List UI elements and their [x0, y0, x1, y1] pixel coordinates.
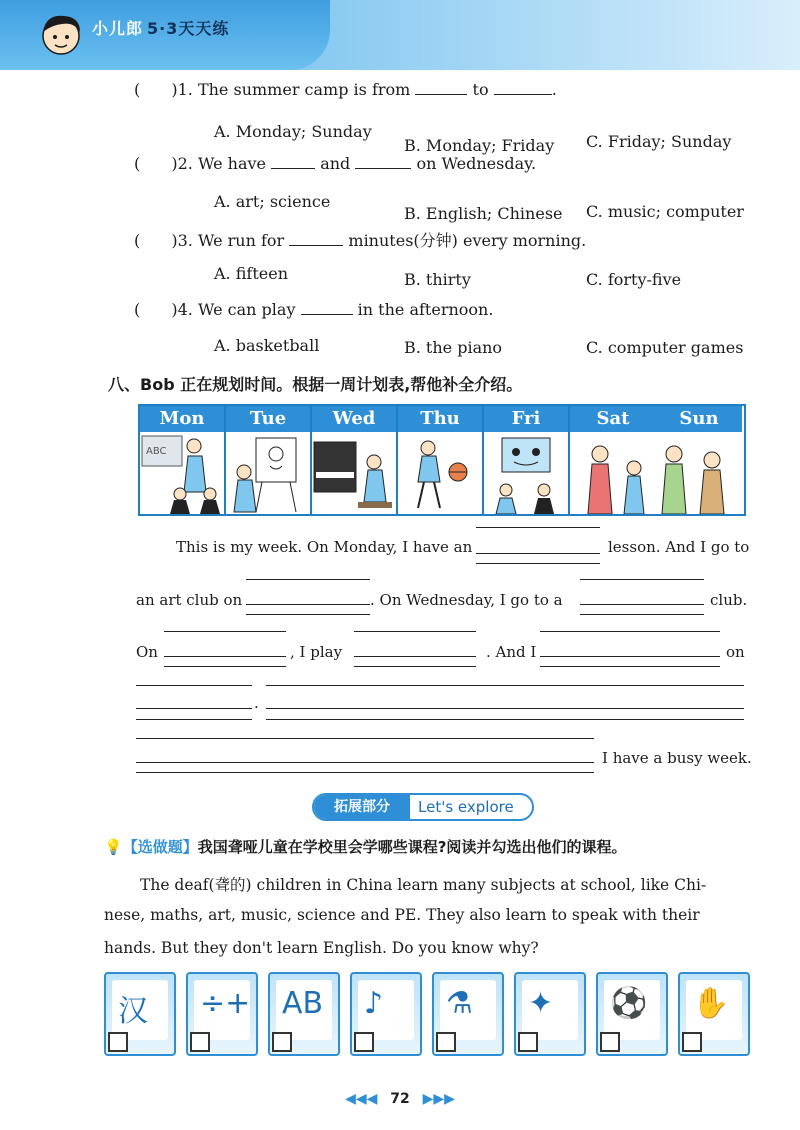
answer-line[interactable]: [540, 631, 720, 632]
english-lesson-illustration: [140, 432, 224, 514]
answer-line[interactable]: [164, 666, 286, 667]
answer-line[interactable]: [354, 666, 476, 667]
para-line-1-end: lesson. And I go to: [608, 538, 750, 556]
para-line-2-end: club.: [710, 591, 748, 609]
paint-palette-icon: ✦: [528, 986, 554, 1021]
prev-arrows-icon: ◀◀◀: [345, 1091, 378, 1107]
answer-line[interactable]: [476, 563, 600, 564]
option-b: B. English; Chinese: [404, 204, 563, 223]
para-line-3-and: . And I: [486, 643, 537, 661]
subject-tile-english: [268, 972, 340, 1056]
checkbox[interactable]: [190, 1032, 210, 1052]
basketball-illustration: [398, 432, 482, 514]
option-b: B. thirty: [404, 270, 471, 289]
para-line-3-end: on: [726, 643, 745, 661]
answer-line[interactable]: [354, 631, 476, 632]
day-header-sat: Sat: [570, 406, 656, 432]
answer-line[interactable]: [136, 772, 594, 773]
option-b: B. Monday; Friday: [404, 136, 555, 155]
answer-blank[interactable]: [289, 231, 343, 246]
weekly-plan-table: [138, 404, 746, 516]
para-line-2-mid: . On Wednesday, I go to a: [370, 591, 563, 609]
next-arrows-icon: ▶▶▶: [422, 1091, 455, 1107]
checkbox[interactable]: [108, 1032, 128, 1052]
explore-label-en: Let's explore: [418, 798, 514, 816]
para-line-3-on: On: [136, 643, 158, 661]
day-header-tue: Tue: [226, 406, 310, 432]
computer-games-illustration: [484, 432, 568, 514]
checkbox[interactable]: [518, 1032, 538, 1052]
lightbulb-icon: 💡: [104, 838, 123, 856]
page-footer: [0, 1091, 800, 1107]
option-c: C. computer games: [586, 338, 744, 357]
subject-tile-art: [514, 972, 586, 1056]
option-a: A. fifteen: [214, 264, 288, 283]
para-line-1-start: This is my week. On Monday, I have an: [176, 538, 473, 556]
answer-line[interactable]: [266, 719, 744, 720]
abc-letters-icon: AB: [282, 986, 324, 1021]
math-symbols-icon: ÷+: [200, 986, 251, 1021]
answer-line[interactable]: [580, 579, 704, 580]
day-header-thu: Thu: [398, 406, 482, 432]
subject-tile-pe: [596, 972, 668, 1056]
answer-line[interactable]: [246, 614, 370, 615]
optional-exercise-title: 💡【选做题】我国聋哑儿童在学校里会学哪些课程?阅读并勾选出他们的课程。: [104, 838, 627, 856]
reading-para-3: hands. But they don't learn English. Do you know why?: [104, 939, 539, 957]
chinese-character-icon: 汉: [118, 994, 148, 1029]
para-line-2-start: an art club on: [136, 591, 243, 609]
answer-blank[interactable]: [301, 300, 353, 315]
svg-text:ABC: ABC: [146, 446, 167, 457]
day-header-wed: Wed: [312, 406, 396, 432]
music-club-illustration: [312, 432, 396, 514]
reading-para-2: nese, maths, art, music, science and PE. They also learn to speak with their: [104, 906, 700, 924]
subject-tile-maths: [186, 972, 258, 1056]
day-header-sun: Sun: [656, 406, 742, 432]
answer-line[interactable]: [266, 708, 744, 709]
answer-line[interactable]: [540, 656, 720, 657]
answer-line[interactable]: [476, 527, 600, 528]
question-4: ( )4. We can play in the afternoon.: [134, 300, 494, 319]
answer-line[interactable]: [354, 656, 476, 657]
family-weekend-illustration: [570, 432, 742, 514]
checkbox[interactable]: [272, 1032, 292, 1052]
answer-line[interactable]: [476, 553, 600, 554]
answer-line[interactable]: [136, 685, 252, 686]
subject-tile-science: [432, 972, 504, 1056]
answer-line[interactable]: [136, 708, 252, 709]
option-c: C. Friday; Sunday: [586, 132, 732, 151]
answer-line[interactable]: [266, 685, 744, 686]
reading-para-1: The deaf(聋的) children in China learn many subjects at school, like Chi-: [140, 876, 707, 894]
page-header: [0, 0, 800, 70]
para-line-4-dot: .: [254, 694, 259, 712]
para-line-3-play: , I play: [290, 643, 343, 661]
answer-line[interactable]: [246, 579, 370, 580]
brand-title: 小儿郎 5·3天天练: [92, 19, 230, 38]
option-c: C. music; computer: [586, 202, 744, 221]
answer-blank[interactable]: [355, 154, 411, 169]
question-2: ( )2. We have and on Wednesday.: [134, 154, 537, 173]
option-b: B. the piano: [404, 338, 503, 357]
checkbox[interactable]: [436, 1032, 456, 1052]
question-1: ( )1. The summer camp is from to .: [134, 80, 557, 99]
page-number: 72: [390, 1091, 410, 1107]
answer-line[interactable]: [136, 738, 594, 739]
lets-explore-badge: [312, 793, 534, 821]
option-a: A. art; science: [214, 192, 331, 211]
answer-line[interactable]: [580, 604, 704, 605]
art-club-illustration: [226, 432, 310, 514]
subject-tile-chinese: [104, 972, 176, 1056]
answer-line[interactable]: [136, 762, 594, 763]
day-header-mon: Mon: [140, 406, 224, 432]
checkbox[interactable]: [600, 1032, 620, 1052]
answer-line[interactable]: [580, 614, 704, 615]
checkbox[interactable]: [682, 1032, 702, 1052]
option-c: C. forty-five: [586, 270, 682, 289]
answer-blank[interactable]: [415, 80, 467, 95]
sports-balls-icon: ⚽: [610, 986, 648, 1021]
answer-blank[interactable]: [494, 80, 552, 95]
answer-line[interactable]: [164, 656, 286, 657]
answer-line[interactable]: [136, 719, 252, 720]
answer-line[interactable]: [540, 666, 720, 667]
explore-label-cn: 拓展部分: [314, 795, 410, 819]
checkbox[interactable]: [354, 1032, 374, 1052]
option-a: A. basketball: [214, 336, 320, 355]
day-header-fri: Fri: [484, 406, 568, 432]
option-a: A. Monday; Sunday: [214, 122, 372, 141]
para-line-5-end: I have a busy week.: [602, 749, 752, 767]
answer-blank[interactable]: [271, 154, 315, 169]
question-3: ( )3. We run for minutes(分钟) every morning.: [134, 231, 587, 250]
section-8-title: 八、Bob 正在规划时间。根据一周计划表,帮他补全介绍。: [108, 375, 523, 394]
subject-tile-sign-language: [678, 972, 750, 1056]
sign-language-icon: ✋: [692, 986, 730, 1021]
science-flask-icon: ⚗: [446, 986, 473, 1021]
music-notes-icon: ♪: [364, 986, 384, 1021]
mascot-boy-icon: [34, 8, 88, 62]
answer-line[interactable]: [246, 604, 370, 605]
answer-line[interactable]: [164, 631, 286, 632]
subject-tile-music: [350, 972, 422, 1056]
